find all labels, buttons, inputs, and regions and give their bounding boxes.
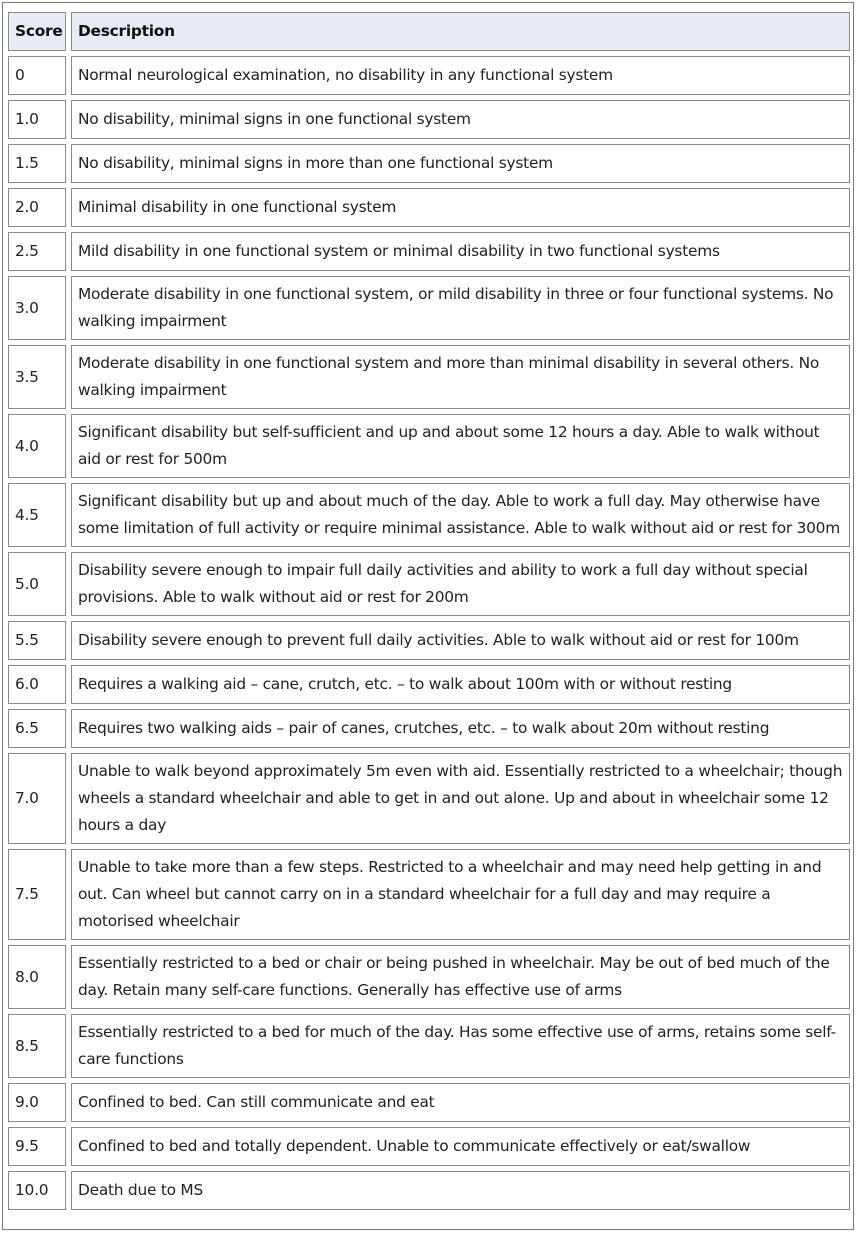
score-cell: 4.5	[8, 483, 66, 547]
table-row	[8, 56, 850, 95]
score-cell: 5.5	[8, 621, 66, 660]
score-cell: 3.5	[8, 345, 66, 409]
table-row	[8, 849, 850, 940]
description-cell: Normal neurological examination, no disability in any functional system	[71, 56, 850, 95]
description-cell: Moderate disability in one functional system and more than minimal disability in several others. No walking impairment	[71, 345, 850, 409]
table-row	[8, 188, 850, 227]
description-cell: No disability, minimal signs in more than one functional system	[71, 144, 850, 183]
table-row	[8, 621, 850, 660]
table-row	[8, 1014, 850, 1078]
description-cell: Unable to take more than a few steps. Restricted to a wheelchair and may need help getting in and out. Can wheel but cannot carry on in a standard wheelchair for a full day and may require a motorised wheelchair	[71, 849, 850, 940]
table-row	[8, 552, 850, 616]
table-row	[8, 414, 850, 478]
score-cell: 2.5	[8, 232, 66, 271]
score-cell: 7.0	[8, 753, 66, 844]
description-cell: Significant disability but up and about much of the day. Able to work a full day. May otherwise have some limitation of full activity or require minimal assistance. Able to walk without aid or rest for 300m	[71, 483, 850, 547]
score-cell: 8.5	[8, 1014, 66, 1078]
description-cell: Minimal disability in one functional system	[71, 188, 850, 227]
table-row	[8, 753, 850, 844]
score-cell: 6.0	[8, 665, 66, 704]
table-row	[8, 1127, 850, 1166]
table-row	[8, 1171, 850, 1210]
score-cell: 10.0	[8, 1171, 66, 1210]
table-frame	[2, 2, 854, 1230]
score-cell: 6.5	[8, 709, 66, 748]
score-cell: 9.5	[8, 1127, 66, 1166]
table-row	[8, 100, 850, 139]
table-row	[8, 276, 850, 340]
edss-score-table	[8, 7, 850, 1215]
table-row	[8, 1083, 850, 1122]
table-header-row	[8, 12, 850, 51]
table-row	[8, 665, 850, 704]
description-cell: Moderate disability in one functional system, or mild disability in three or four functional systems. No walking impairment	[71, 276, 850, 340]
description-cell: Confined to bed and totally dependent. Unable to communicate effectively or eat/swallow	[71, 1127, 850, 1166]
description-cell: Confined to bed. Can still communicate and eat	[71, 1083, 850, 1122]
score-cell: 2.0	[8, 188, 66, 227]
table-row	[8, 945, 850, 1009]
header-score: Score	[8, 12, 66, 51]
description-cell: Disability severe enough to impair full daily activities and ability to work a full day without special provisions. Able to walk without aid or rest for 200m	[71, 552, 850, 616]
table-row	[8, 232, 850, 271]
score-cell: 3.0	[8, 276, 66, 340]
table-body	[8, 56, 850, 1210]
table-row	[8, 709, 850, 748]
description-cell: Significant disability but self-sufficient and up and about some 12 hours a day. Able to walk without aid or rest for 500m	[71, 414, 850, 478]
score-cell: 9.0	[8, 1083, 66, 1122]
score-cell: 1.0	[8, 100, 66, 139]
description-cell: No disability, minimal signs in one functional system	[71, 100, 850, 139]
description-cell: Essentially restricted to a bed for much of the day. Has some effective use of arms, retains some self-care functions	[71, 1014, 850, 1078]
description-cell: Death due to MS	[71, 1171, 850, 1210]
description-cell: Requires two walking aids – pair of canes, crutches, etc. – to walk about 20m without resting	[71, 709, 850, 748]
description-cell: Disability severe enough to prevent full daily activities. Able to walk without aid or rest for 100m	[71, 621, 850, 660]
description-cell: Mild disability in one functional system or minimal disability in two functional systems	[71, 232, 850, 271]
score-cell: 4.0	[8, 414, 66, 478]
score-cell: 0	[8, 56, 66, 95]
description-cell: Essentially restricted to a bed or chair or being pushed in wheelchair. May be out of bed much of the day. Retain many self-care functions. Generally has effective use of arms	[71, 945, 850, 1009]
score-cell: 1.5	[8, 144, 66, 183]
table-row	[8, 144, 850, 183]
header-description: Description	[71, 12, 850, 51]
score-cell: 8.0	[8, 945, 66, 1009]
table-row	[8, 345, 850, 409]
score-cell: 5.0	[8, 552, 66, 616]
description-cell: Requires a walking aid – cane, crutch, etc. – to walk about 100m with or without resting	[71, 665, 850, 704]
description-cell: Unable to walk beyond approximately 5m even with aid. Essentially restricted to a wheelchair; though wheels a standard wheelchair and able to get in and out alone. Up and about in wheelchair some 12 hours a day	[71, 753, 850, 844]
table-row	[8, 483, 850, 547]
score-cell: 7.5	[8, 849, 66, 940]
